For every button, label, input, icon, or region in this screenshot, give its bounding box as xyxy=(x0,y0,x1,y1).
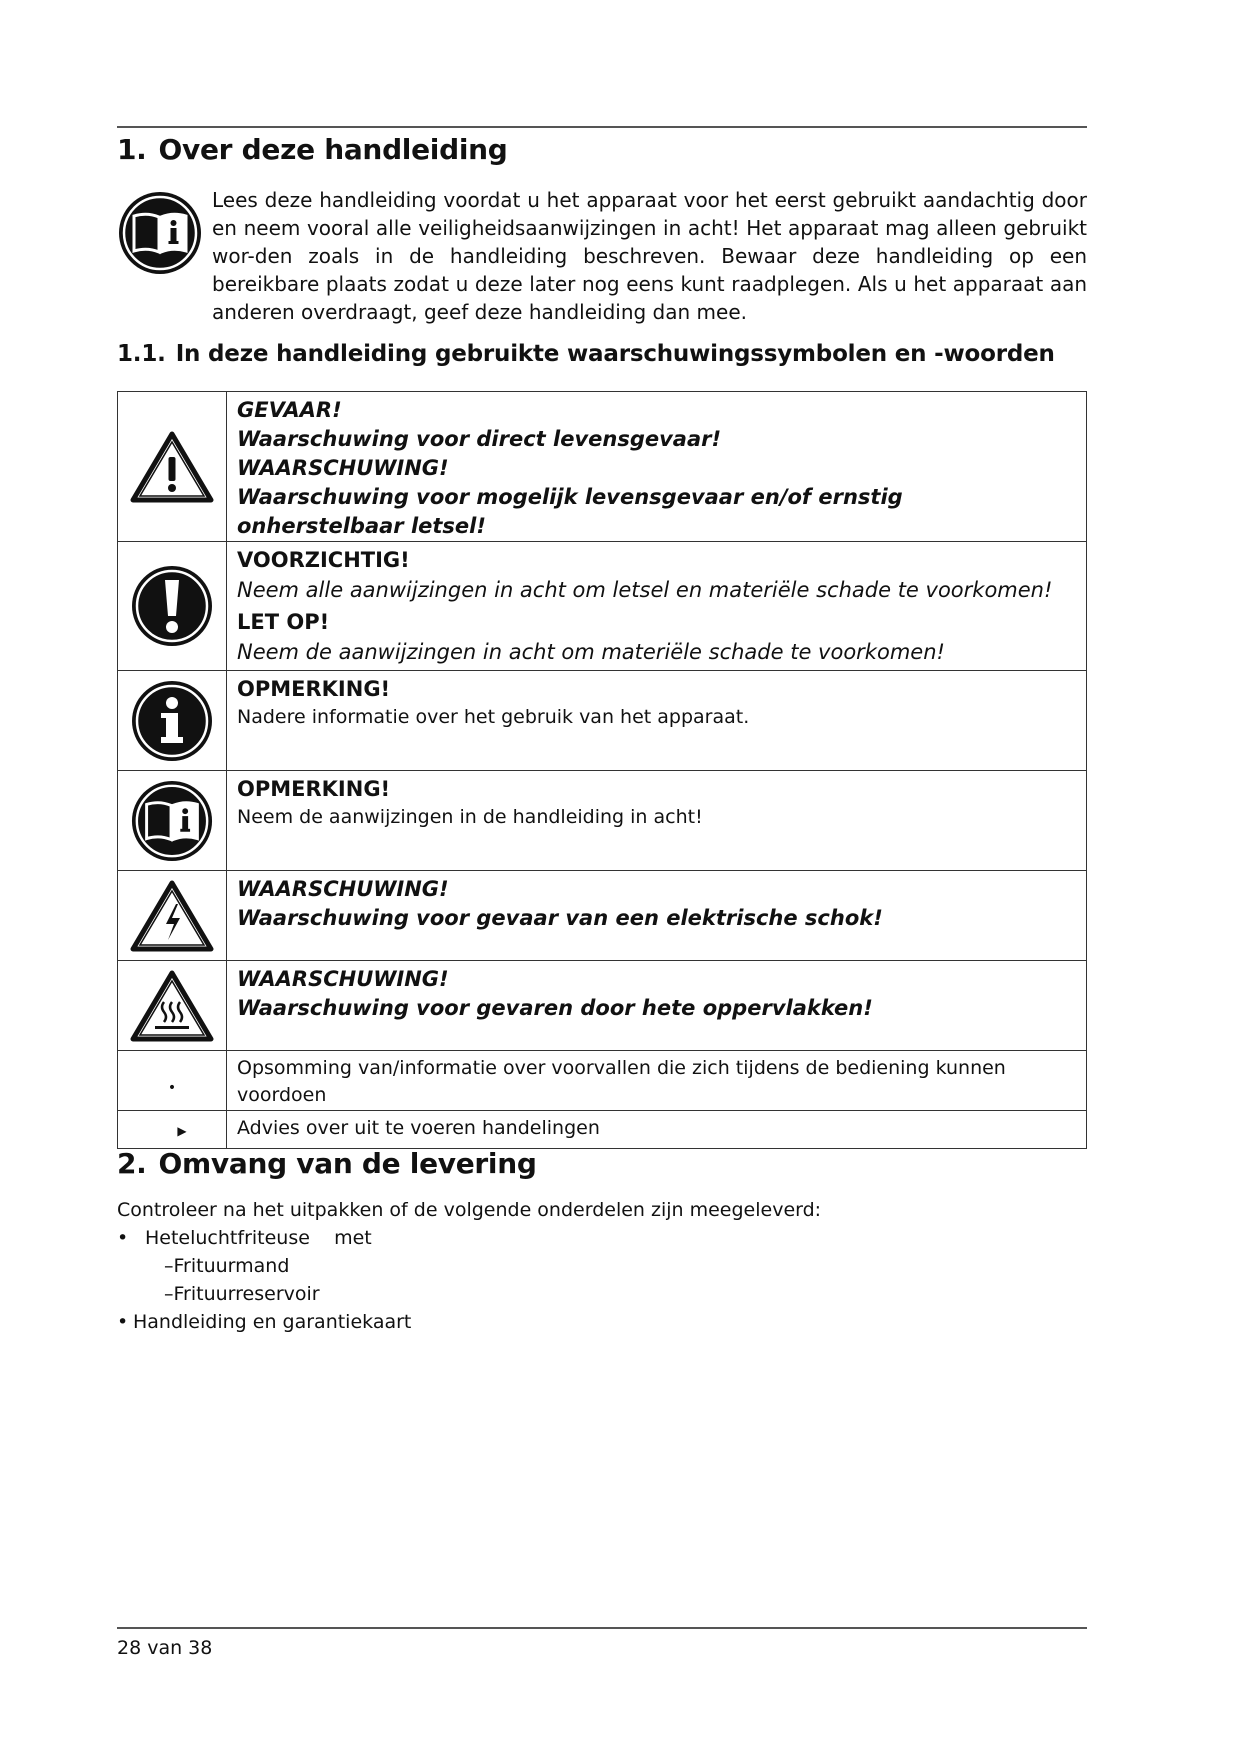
delivery-list xyxy=(117,1196,1017,1336)
section-1-1-heading: 1.1. In deze handleiding gebruikte waarschuwingssymbolen en -woorden xyxy=(117,341,1055,367)
table-row xyxy=(118,671,1087,771)
list-subitem: –Frituurmand xyxy=(164,1255,290,1277)
danger-label: GEVAAR! xyxy=(237,398,342,422)
note-manual-label: OPMERKING! xyxy=(237,777,391,801)
manual-book-icon xyxy=(130,779,214,863)
table-row xyxy=(118,771,1087,871)
table-row xyxy=(118,392,1087,542)
warning-description: Waarschuwing voor mogelijk levensgevaar en/of ernstig onherstelbaar letsel! xyxy=(237,485,903,538)
intro-paragraph: Lees deze handleiding voordat u het apparaat voor het eerst gebruikt aandachtig door en neem vooral alle veiligheidsaanwijzingen in acht! Het apparaat mag alleen gebruikt wor-den zoals in de handleiding beschreven. Bewaar deze handleiding op een bereikbare plaats zodat u deze later nog eens kunt raadplegen. Als u het apparaat aan anderen overdraagt, geef deze handleiding dan mee. xyxy=(212,188,1087,324)
play-arrow-icon: ▶ xyxy=(177,1124,187,1138)
bottom-rule xyxy=(117,1627,1087,1629)
note-description: Nadere informatie over het gebruik van het apparaat. xyxy=(237,706,750,728)
page-number: 28 van 38 xyxy=(117,1637,213,1659)
list-subitem: –Frituurreservoir xyxy=(164,1283,320,1305)
caution-label: VOORZICHTIG! xyxy=(237,548,410,572)
exclamation-circle-icon xyxy=(130,564,214,648)
electric-warning-label: WAARSCHUWING! xyxy=(237,877,449,901)
hot-warning-label: WAARSCHUWING! xyxy=(237,967,449,991)
table-row xyxy=(118,1111,1087,1149)
delivery-intro: Controleer na het uitpakken of de volgende onderdelen zijn meegeleverd: xyxy=(117,1199,822,1221)
notice-description: Neem de aanwijzingen in acht om materiële schade te voorkomen! xyxy=(237,640,945,664)
table-row xyxy=(118,542,1087,671)
caution-description: Neem alle aanwijzingen in acht om letsel en materiële schade te voorkomen! xyxy=(237,578,1053,602)
bullet-dot-icon: • xyxy=(167,1080,177,1096)
bullet-row-description: Opsomming van/informatie over voorvallen die zich tijdens de bediening kunnen voordoen xyxy=(237,1057,1006,1106)
hot-surface-icon xyxy=(130,970,214,1042)
note-label: OPMERKING! xyxy=(237,677,391,701)
hot-warning-description: Waarschuwing voor gevaren door hete oppervlakken! xyxy=(237,996,873,1020)
warning-triangle-icon xyxy=(130,431,214,503)
section-2-heading: 2. Omvang van de levering xyxy=(117,1147,537,1180)
warning-label: WAARSCHUWING! xyxy=(237,456,449,480)
danger-description: Waarschuwing voor direct levensgevaar! xyxy=(237,427,722,451)
electric-warning-description: Waarschuwing voor gevaar van een elektrische schok! xyxy=(237,906,883,930)
list-item: • Handleiding en garantiekaart xyxy=(117,1311,412,1333)
notice-label: LET OP! xyxy=(237,610,330,634)
info-circle-icon xyxy=(130,679,214,763)
note-manual-description: Neem de aanwijzingen in de handleiding in acht! xyxy=(237,806,703,828)
table-row xyxy=(118,871,1087,961)
warning-symbols-table xyxy=(117,391,1087,1149)
list-item: • Heteluchtfriteuse met xyxy=(117,1227,372,1249)
table-row xyxy=(118,1051,1087,1111)
top-rule xyxy=(117,126,1087,128)
electric-shock-icon xyxy=(130,880,214,952)
manual-book-icon xyxy=(117,190,203,276)
section-1-heading: 1. Over deze handleiding xyxy=(117,133,508,166)
arrow-row-description: Advies over uit te voeren handelingen xyxy=(237,1117,600,1139)
table-row xyxy=(118,961,1087,1051)
